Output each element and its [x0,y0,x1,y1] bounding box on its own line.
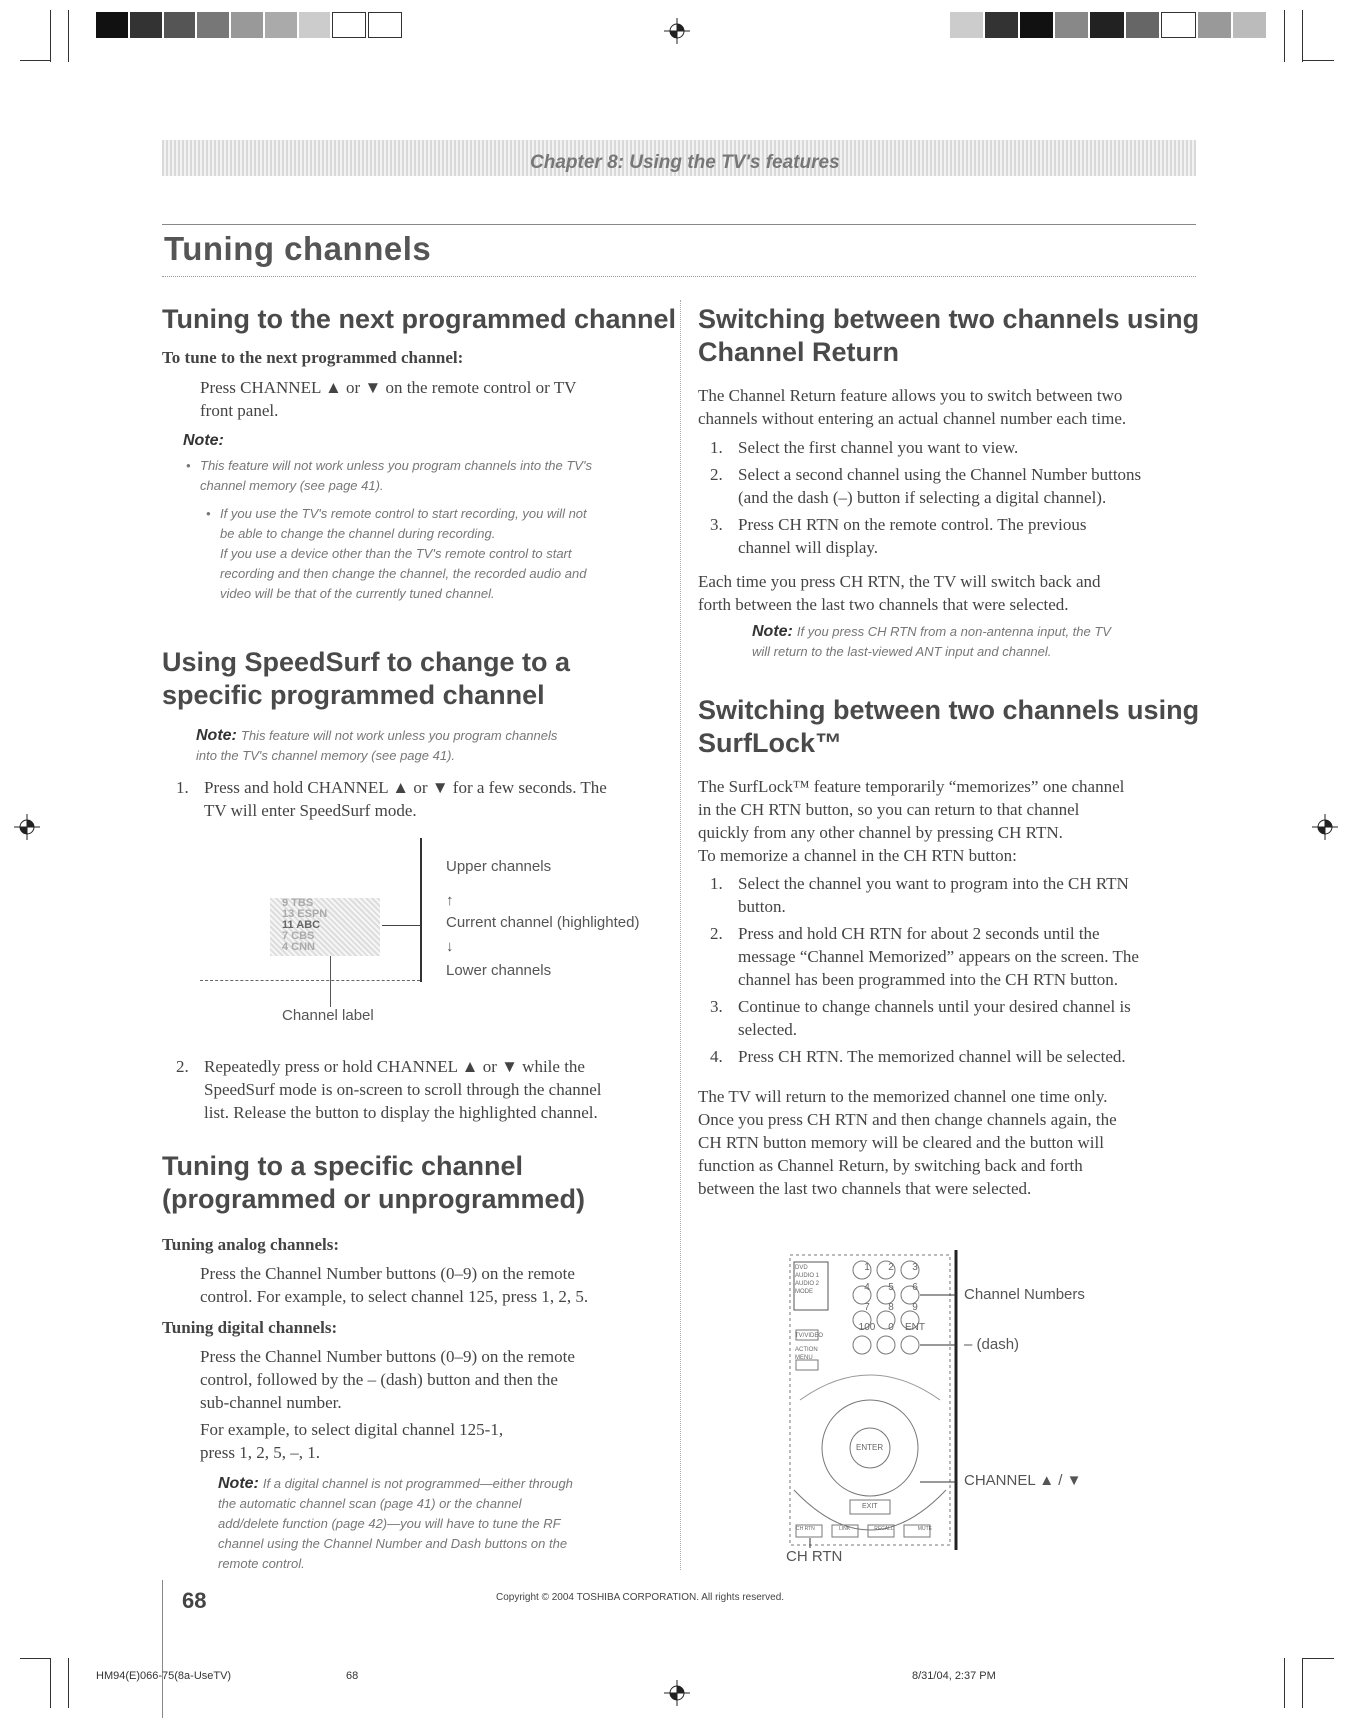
title-rule-bottom [162,276,1196,277]
dash-label: – (dash) [964,1336,1020,1353]
down-arrow: ↓ [446,938,454,955]
sub-analog: Tuning analog channels: [162,1235,339,1254]
outro-surflock: The TV will return to the memorized channel one time only. Once you press CH RTN and then change channels again, the CH RTN button memory will be cleared and the button will function as Channel Return, by switching back and forth between the last two channels that were selected. [698,1087,1117,1198]
registration-mark-top [664,18,690,44]
intro-channel-return: The Channel Return feature allows you to switch between two channels without entering an actual channel number each time. [698,386,1127,428]
file-page: 68 [346,1670,359,1682]
step-2-speedsurf: 2. Repeatedly press or hold CHANNEL ▲ or ▼ while the SpeedSurf mode is on-screen to scroll through the channel list. Release the button to display the highlighted channel. [176,1057,602,1122]
sub-digital: Tuning digital channels: [162,1318,338,1337]
column-divider [680,300,681,1570]
body-next-channel: Press CHANNEL ▲ or ▼ on the remote control or TV front panel. [200,378,577,420]
channel-arrows-label: CHANNEL ▲ / ▼ [964,1472,1082,1489]
body-example: For example, to select digital channel 125-1, press 1, 2, 5, –, 1. [200,1420,504,1462]
lower-channels-label: Lower channels [446,962,552,979]
heading-specific-channel: Tuning to a specific channel (programmed or unprogrammed) [162,1151,586,1214]
color-bar-left [96,12,402,38]
color-bar-right [950,12,1266,38]
upper-channels-label: Upper channels [446,858,552,875]
steps-surflock: 1. Select the channel you want to program into the CH RTN button. 2. Press and hold CH RTN for about 2 seconds until the message “Channel Memorized” appears on the screen. The channel has been programmed into the CH RTN button. 3. Continue to change channels until your desired channel is selected. 4. Press CH RTN. The memorized channel will be selected. [710,874,1139,1066]
current-channel-label: Current channel (highlighted) [446,914,640,931]
intro-surflock: The SurfLock™ feature temporarily “memorizes” one channel in the CH RTN button, so you can return to that channel quickly from any other channel by pressing CH RTN. To memorize a channel in the CH RTN button: [698,777,1125,865]
remote-bottom-keys: CH RTN LINK RECALL MUTE [796,1526,932,1532]
footer-vertical-rule [162,1580,163,1718]
note-speedsurf: Note: This feature will not work unless you program channels into the TV's channel memory (see page 41). [196,727,558,763]
channel-list-text: 9 TBS 13 ESPN 11 ABC 7 CBS 4 CNN [282,897,328,953]
step-1-speedsurf: 1. Press and hold CHANNEL ▲ or ▼ for a few seconds. The TV will enter SpeedSurf mode. [176,778,607,820]
ch-rtn-label: CH RTN [786,1548,843,1565]
copyright: Copyright © 2004 TOSHIBA CORPORATION. All rights reserved. [496,1592,785,1603]
heading-surflock: Switching between two channels using SurfLock™ [698,695,1200,758]
page-number: 68 [182,1588,207,1613]
steps-channel-return: 1. Select the first channel you want to view. 2. Select a second channel using the Channel Number buttons (and the dash (–) button if selecting a digital channel). 3. Press CH RTN on the remote control. The previous channel will display. [710,438,1142,557]
exit-key: EXIT [862,1503,878,1510]
channel-numbers-label: Channel Numbers [964,1286,1085,1303]
title-rule-top [162,224,1196,225]
note-digital: Note: If a digital channel is not programmed—either through the automatic channel scan (page 41) or the channel add/delete function (page 42)—you will have to tune the RF channel using the Channel Number and Dash buttons on the remote control. [218,1475,573,1571]
print-date: 8/31/04, 2:37 PM [912,1670,996,1682]
registration-mark-right [1312,814,1338,840]
page-title: Tuning channels [164,230,432,267]
heading-channel-return: Switching between two channels using Channel Return [698,304,1200,367]
remote-illustration [770,1250,1250,1570]
each-time: Each time you press CH RTN, the TV will switch back and forth between the last two channels that were selected. [698,572,1101,614]
file-name: HM94(E)066-75(8a-UseTV) [96,1670,232,1682]
body-digital: Press the Channel Number buttons (0–9) on the remote control, followed by the – (dash) button and then the sub-channel number. [200,1347,575,1412]
remote-keys: 1 2 3 4 5 6 7 8 9 100 0 ENT [858,1262,925,1333]
channel-label-caption: Channel label [282,1007,374,1024]
note-1: • This feature will not work unless you program channels into the TV's channel memory (see page 41). [186,458,592,493]
registration-mark-bottom [664,1680,690,1706]
remote-side-labels: DVD AUDIO 1 AUDIO 2 MODE TV/VIDEO ACTION MENU [795,1265,824,1361]
up-arrow: ↑ [446,892,454,909]
enter-key: ENTER [856,1443,884,1452]
chapter-header: Chapter 8: Using the TV's features [530,152,840,173]
note-2: • If you use the TV's remote control to start recording, you will not be able to change the channel during recording. If you use a device other than the TV's remote control to start recording and then change the channel, the recorded audio and video will be that of the currently tuned channel. [206,506,587,601]
sub-next-channel: To tune to the next programmed channel: [162,348,464,367]
body-analog: Press the Channel Number buttons (0–9) on the remote control. For example, to select channel 125, press 1, 2, 5. [200,1264,589,1306]
heading-speedsurf: Using SpeedSurf to change to a specific programmed channel [162,647,571,710]
note-channel-return: Note: If you press CH RTN from a non-antenna input, the TV will return to the last-viewed ANT input and channel. [752,623,1111,659]
note-label: Note: [183,432,224,449]
heading-next-channel: Tuning to the next programmed channel [162,304,677,334]
registration-mark-left [14,814,40,840]
